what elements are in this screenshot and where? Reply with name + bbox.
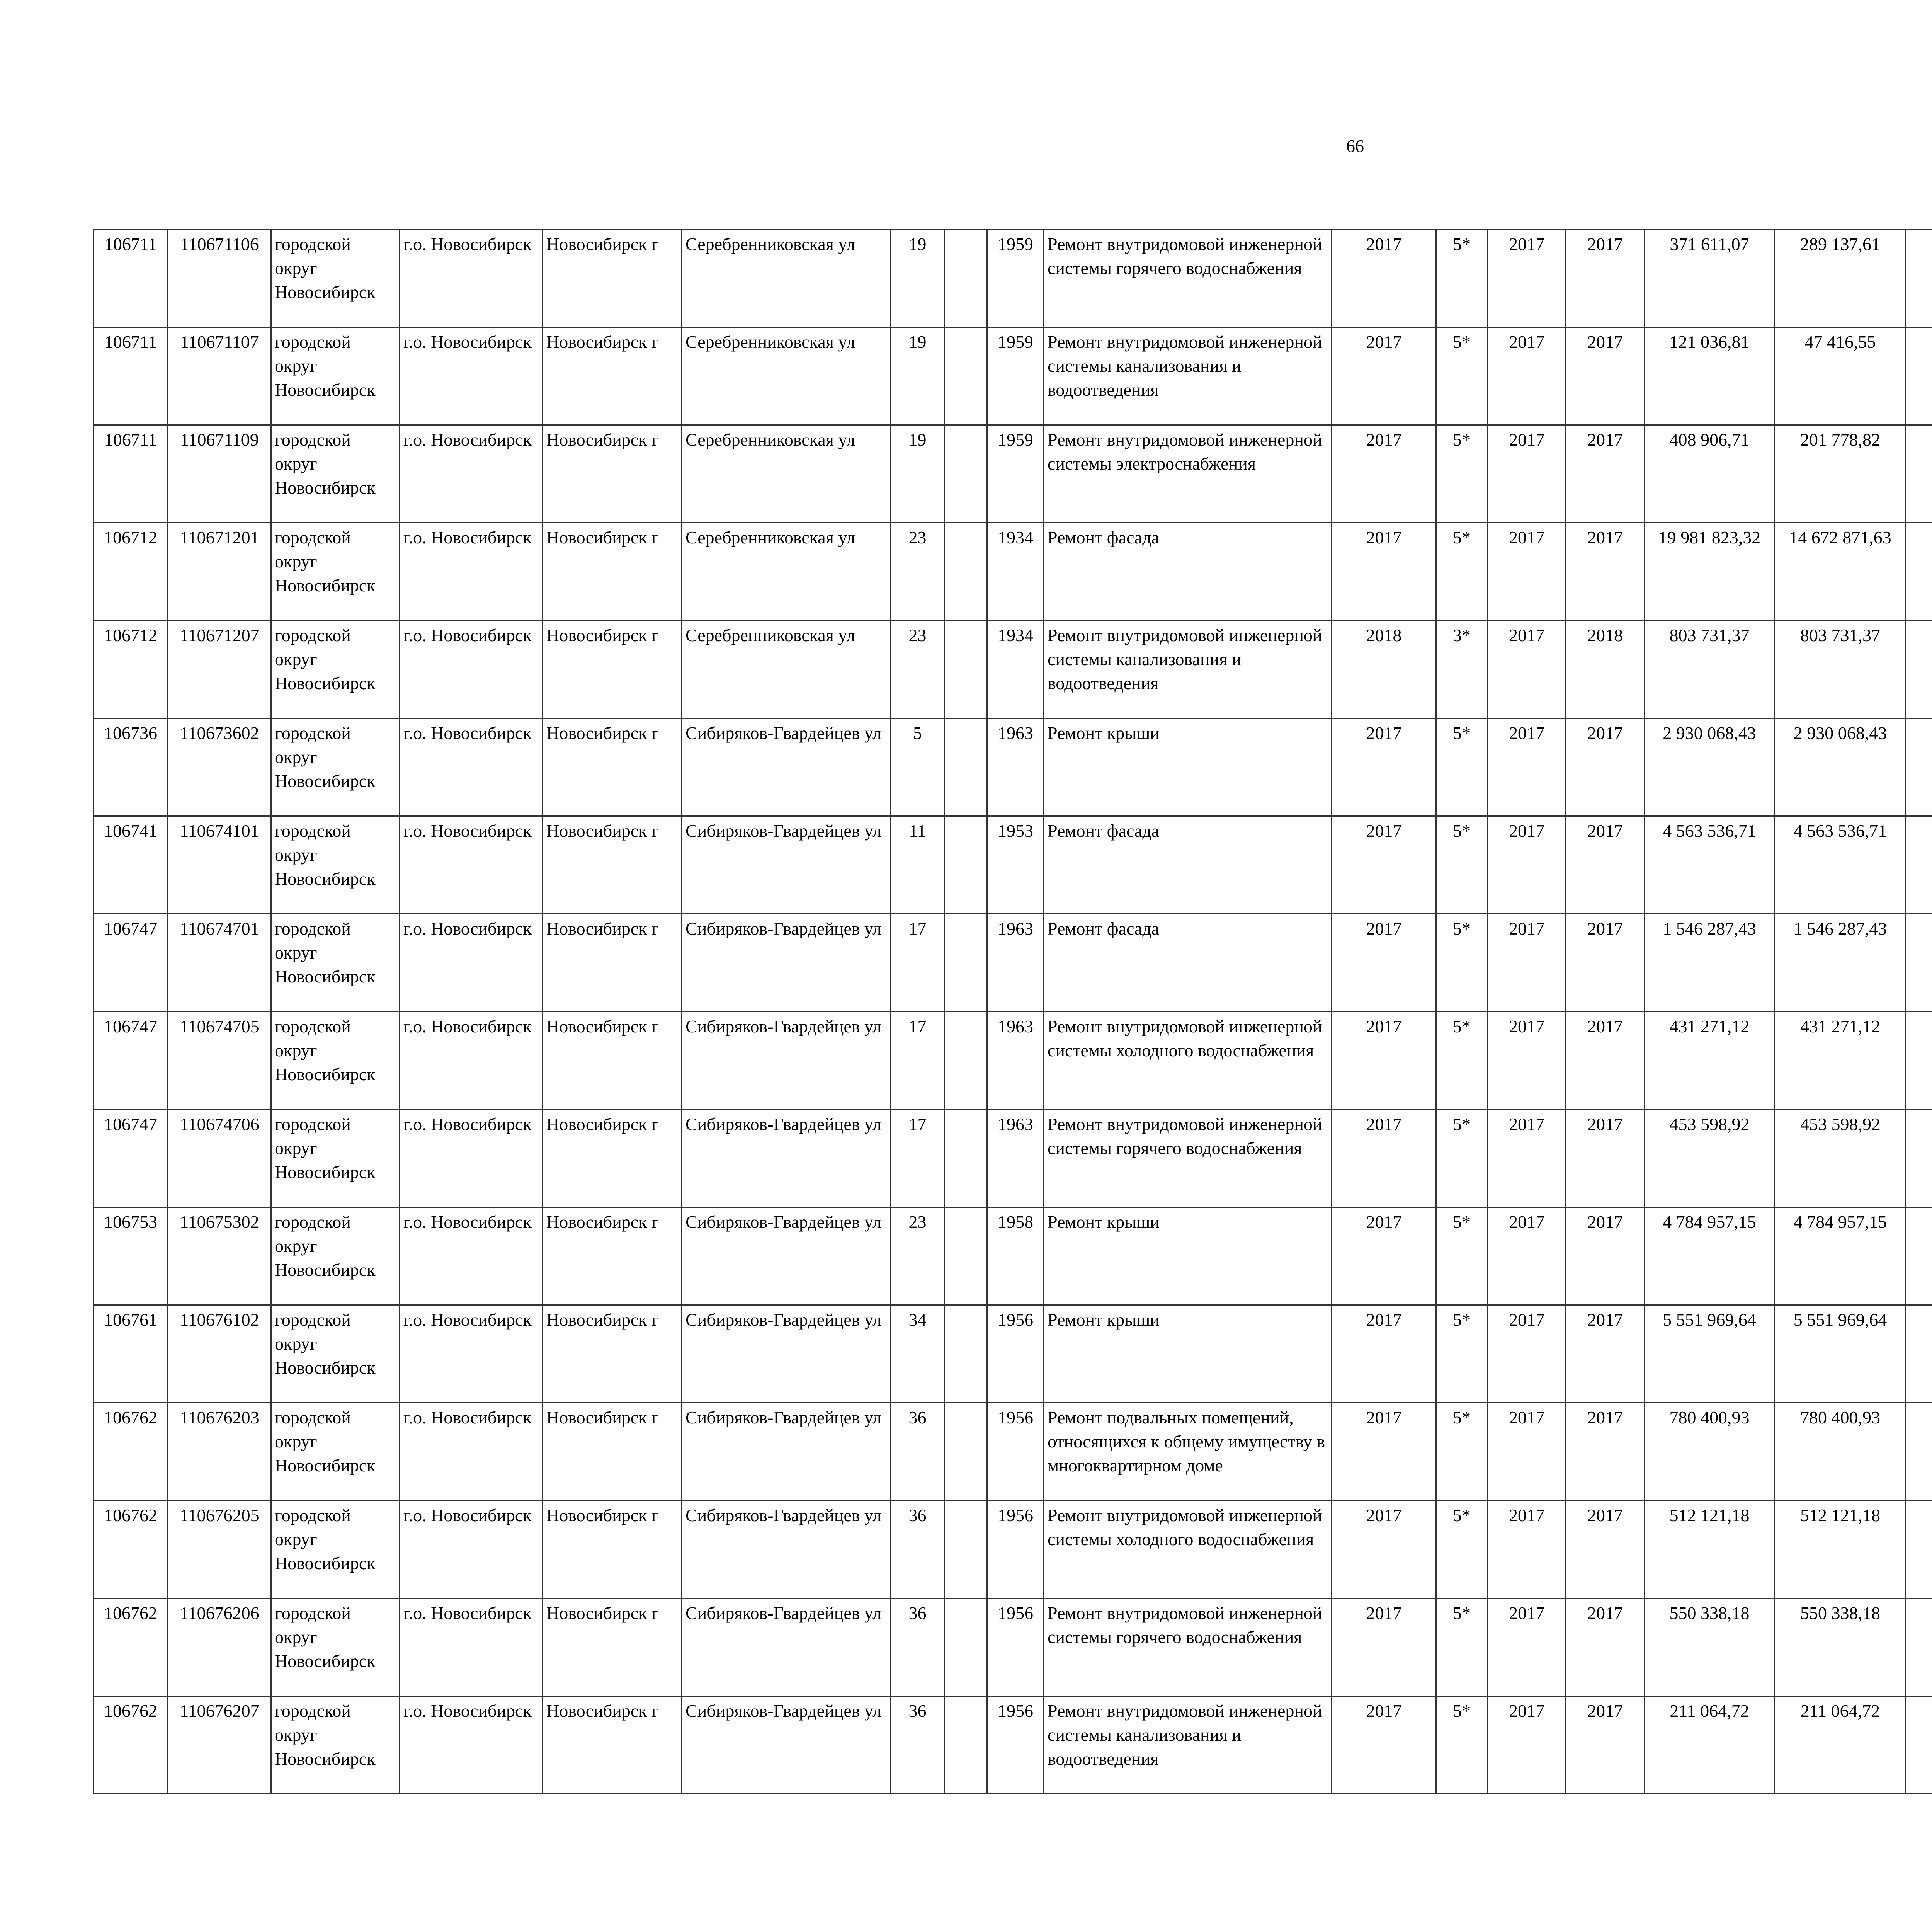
plan-year-cell: 2017 (1332, 425, 1436, 523)
house-number-cell: 36 (891, 1599, 945, 1696)
municipality-cell: городской округ Новосибирск (271, 523, 400, 621)
category-cell: 5* (1436, 425, 1488, 523)
fund-cost-cell: 5 551 969,64 (1775, 1305, 1906, 1403)
house-number-cell: 36 (891, 1403, 945, 1501)
house-id-cell: 106747 (94, 1110, 168, 1207)
fund-cost-cell: 431 271,12 (1775, 1012, 1906, 1110)
street-cell: Сибиряков-Гвардейцев ул (682, 1207, 891, 1305)
total-cost-cell: 211 064,72 (1645, 1696, 1775, 1794)
table-row (94, 816, 1932, 914)
house-id-cell: 106741 (94, 816, 168, 914)
table-row (94, 1403, 1932, 1501)
total-cost-cell: 550 338,18 (1645, 1599, 1775, 1696)
start-year-cell: 2017 (1488, 816, 1566, 914)
start-year-cell: 2017 (1488, 523, 1566, 621)
plan-year-cell: 2017 (1332, 1501, 1436, 1599)
plan-year-cell: 2017 (1332, 230, 1436, 327)
city-cell: Новосибирск г (543, 327, 682, 425)
work-id-cell: 110671106 (168, 230, 271, 327)
table-row (94, 1501, 1932, 1599)
street-cell: Сибиряков-Гвардейцев ул (682, 1403, 891, 1501)
plan-year-cell: 2017 (1332, 1599, 1436, 1696)
settlement-cell: г.о. Новосибирск (400, 523, 543, 621)
street-cell: Серебренниковская ул (682, 425, 891, 523)
total-cost-cell: 4 784 957,15 (1645, 1207, 1775, 1305)
municipality-cell: городской округ Новосибирск (271, 1403, 400, 1501)
house-id-cell: 106753 (94, 1207, 168, 1305)
municipality-cell: городской округ Новосибирск (271, 327, 400, 425)
street-cell: Сибиряков-Гвардейцев ул (682, 914, 891, 1012)
work-id-cell: 110675302 (168, 1207, 271, 1305)
municipality-cell: городской округ Новосибирск (271, 1501, 400, 1599)
work-type-cell: Ремонт внутридомовой инженерной системы канализования и водоотведения (1044, 1696, 1332, 1794)
house-number-cell: 5 (891, 718, 945, 816)
building-cell (945, 1501, 987, 1599)
municipality-cell: городской округ Новосибирск (271, 816, 400, 914)
cost-cell-3 (1906, 1207, 1932, 1305)
category-cell: 5* (1436, 1110, 1488, 1207)
house-number-cell: 17 (891, 1110, 945, 1207)
work-id-cell: 110671107 (168, 327, 271, 425)
cost-cell-3 (1906, 1501, 1932, 1599)
settlement-cell: г.о. Новосибирск (400, 914, 543, 1012)
category-cell: 5* (1436, 914, 1488, 1012)
street-cell: Сибиряков-Гвардейцев ул (682, 1696, 891, 1794)
end-year-cell: 2017 (1566, 425, 1645, 523)
cost-cell-3 (1906, 425, 1932, 523)
category-cell: 5* (1436, 1207, 1488, 1305)
house-id-cell: 106761 (94, 1305, 168, 1403)
work-id-cell: 110676203 (168, 1403, 271, 1501)
cost-cell-3 (1906, 523, 1932, 621)
settlement-cell: г.о. Новосибирск (400, 1696, 543, 1794)
city-cell: Новосибирск г (543, 816, 682, 914)
house-id-cell: 106712 (94, 523, 168, 621)
house-id-cell: 106747 (94, 914, 168, 1012)
municipality-cell: городской округ Новосибирск (271, 1599, 400, 1696)
work-type-cell: Ремонт внутридомовой инженерной системы канализования и водоотведения (1044, 621, 1332, 718)
building-cell (945, 523, 987, 621)
municipality-cell: городской округ Новосибирск (271, 1110, 400, 1207)
municipality-cell: городской округ Новосибирск (271, 425, 400, 523)
work-id-cell: 110671201 (168, 523, 271, 621)
fund-cost-cell: 1 546 287,43 (1775, 914, 1906, 1012)
settlement-cell: г.о. Новосибирск (400, 1207, 543, 1305)
house-id-cell: 106711 (94, 230, 168, 327)
total-cost-cell: 2 930 068,43 (1645, 718, 1775, 816)
street-cell: Серебренниковская ул (682, 523, 891, 621)
total-cost-cell: 19 981 823,32 (1645, 523, 1775, 621)
category-cell: 5* (1436, 1599, 1488, 1696)
work-id-cell: 110676207 (168, 1696, 271, 1794)
work-type-cell: Ремонт внутридомовой инженерной системы горячего водоснабжения (1044, 230, 1332, 327)
work-id-cell: 110674705 (168, 1012, 271, 1110)
end-year-cell: 2017 (1566, 523, 1645, 621)
fund-cost-cell: 4 784 957,15 (1775, 1207, 1906, 1305)
house-id-cell: 106736 (94, 718, 168, 816)
work-type-cell: Ремонт фасада (1044, 914, 1332, 1012)
category-cell: 3* (1436, 621, 1488, 718)
work-type-cell: Ремонт внутридомовой инженерной системы канализования и водоотведения (1044, 327, 1332, 425)
house-id-cell: 106762 (94, 1599, 168, 1696)
street-cell: Серебренниковская ул (682, 230, 891, 327)
year-built-cell: 1956 (987, 1696, 1044, 1794)
start-year-cell: 2017 (1488, 1501, 1566, 1599)
total-cost-cell: 780 400,93 (1645, 1403, 1775, 1501)
building-cell (945, 1403, 987, 1501)
fund-cost-cell: 14 672 871,63 (1775, 523, 1906, 621)
house-number-cell: 23 (891, 1207, 945, 1305)
work-id-cell: 110676206 (168, 1599, 271, 1696)
municipality-cell: городской округ Новосибирск (271, 621, 400, 718)
cost-cell-3 (1906, 230, 1932, 327)
year-built-cell: 1963 (987, 1110, 1044, 1207)
work-type-cell: Ремонт подвальных помещений, относящихся к общему имуществу в многоквартирном доме (1044, 1403, 1332, 1501)
category-cell: 5* (1436, 1012, 1488, 1110)
building-cell (945, 1012, 987, 1110)
settlement-cell: г.о. Новосибирск (400, 1599, 543, 1696)
municipality-cell: городской округ Новосибирск (271, 1305, 400, 1403)
year-built-cell: 1956 (987, 1305, 1044, 1403)
year-built-cell: 1956 (987, 1403, 1044, 1501)
end-year-cell: 2017 (1566, 1012, 1645, 1110)
plan-year-cell: 2017 (1332, 1305, 1436, 1403)
category-cell: 5* (1436, 1696, 1488, 1794)
street-cell: Сибиряков-Гвардейцев ул (682, 1012, 891, 1110)
house-number-cell: 23 (891, 523, 945, 621)
cost-cell-3 (1906, 816, 1932, 914)
building-cell (945, 718, 987, 816)
work-type-cell: Ремонт фасада (1044, 816, 1332, 914)
end-year-cell: 2017 (1566, 914, 1645, 1012)
street-cell: Серебренниковская ул (682, 327, 891, 425)
settlement-cell: г.о. Новосибирск (400, 1403, 543, 1501)
street-cell: Сибиряков-Гвардейцев ул (682, 1599, 891, 1696)
fund-cost-cell: 4 563 536,71 (1775, 816, 1906, 914)
building-cell (945, 1599, 987, 1696)
year-built-cell: 1963 (987, 914, 1044, 1012)
end-year-cell: 2017 (1566, 1696, 1645, 1794)
table-row (94, 621, 1932, 718)
end-year-cell: 2017 (1566, 1110, 1645, 1207)
start-year-cell: 2017 (1488, 621, 1566, 718)
settlement-cell: г.о. Новосибирск (400, 1305, 543, 1403)
building-cell (945, 1110, 987, 1207)
category-cell: 5* (1436, 1403, 1488, 1501)
table-row (94, 1110, 1932, 1207)
work-type-cell: Ремонт крыши (1044, 1207, 1332, 1305)
start-year-cell: 2017 (1488, 1305, 1566, 1403)
house-id-cell: 106711 (94, 327, 168, 425)
street-cell: Сибиряков-Гвардейцев ул (682, 1305, 891, 1403)
plan-year-cell: 2017 (1332, 327, 1436, 425)
work-type-cell: Ремонт фасада (1044, 523, 1332, 621)
total-cost-cell: 121 036,81 (1645, 327, 1775, 425)
city-cell: Новосибирск г (543, 1403, 682, 1501)
fund-cost-cell: 2 930 068,43 (1775, 718, 1906, 816)
fund-cost-cell: 803 731,37 (1775, 621, 1906, 718)
work-id-cell: 110674706 (168, 1110, 271, 1207)
total-cost-cell: 5 551 969,64 (1645, 1305, 1775, 1403)
house-number-cell: 17 (891, 1012, 945, 1110)
house-id-cell: 106711 (94, 425, 168, 523)
page-number: 66 (1346, 136, 1364, 156)
year-built-cell: 1934 (987, 523, 1044, 621)
plan-year-cell: 2017 (1332, 523, 1436, 621)
start-year-cell: 2017 (1488, 1207, 1566, 1305)
fund-cost-cell: 47 416,55 (1775, 327, 1906, 425)
year-built-cell: 1934 (987, 621, 1044, 718)
start-year-cell: 2017 (1488, 718, 1566, 816)
house-number-cell: 19 (891, 425, 945, 523)
year-built-cell: 1959 (987, 230, 1044, 327)
cost-cell-3 (1906, 327, 1932, 425)
start-year-cell: 2017 (1488, 1403, 1566, 1501)
building-cell (945, 621, 987, 718)
cost-cell-3 (1906, 621, 1932, 718)
settlement-cell: г.о. Новосибирск (400, 327, 543, 425)
building-cell (945, 1207, 987, 1305)
plan-year-cell: 2017 (1332, 816, 1436, 914)
building-cell (945, 1696, 987, 1794)
end-year-cell: 2017 (1566, 1403, 1645, 1501)
municipality-cell: городской округ Новосибирск (271, 914, 400, 1012)
table-row (94, 1696, 1932, 1794)
table-row (94, 523, 1932, 621)
municipality-cell: городской округ Новосибирск (271, 230, 400, 327)
city-cell: Новосибирск г (543, 621, 682, 718)
end-year-cell: 2017 (1566, 816, 1645, 914)
end-year-cell: 2017 (1566, 1501, 1645, 1599)
municipality-cell: городской округ Новосибирск (271, 718, 400, 816)
fund-cost-cell: 453 598,92 (1775, 1110, 1906, 1207)
city-cell: Новосибирск г (543, 1305, 682, 1403)
house-id-cell: 106747 (94, 1012, 168, 1110)
settlement-cell: г.о. Новосибирск (400, 1110, 543, 1207)
municipality-cell: городской округ Новосибирск (271, 1207, 400, 1305)
house-number-cell: 19 (891, 230, 945, 327)
table-row (94, 425, 1932, 523)
building-cell (945, 425, 987, 523)
end-year-cell: 2017 (1566, 1599, 1645, 1696)
start-year-cell: 2017 (1488, 1696, 1566, 1794)
cost-cell-3 (1906, 718, 1932, 816)
work-type-cell: Ремонт внутридомовой инженерной системы горячего водоснабжения (1044, 1110, 1332, 1207)
total-cost-cell: 803 731,37 (1645, 621, 1775, 718)
year-built-cell: 1959 (987, 327, 1044, 425)
plan-year-cell: 2017 (1332, 1696, 1436, 1794)
year-built-cell: 1958 (987, 1207, 1044, 1305)
building-cell (945, 230, 987, 327)
city-cell: Новосибирск г (543, 718, 682, 816)
house-number-cell: 17 (891, 914, 945, 1012)
cost-cell-3 (1906, 1403, 1932, 1501)
settlement-cell: г.о. Новосибирск (400, 230, 543, 327)
year-built-cell: 1956 (987, 1501, 1044, 1599)
settlement-cell: г.о. Новосибирск (400, 718, 543, 816)
building-cell (945, 816, 987, 914)
work-id-cell: 110673602 (168, 718, 271, 816)
settlement-cell: г.о. Новосибирск (400, 1501, 543, 1599)
street-cell: Сибиряков-Гвардейцев ул (682, 816, 891, 914)
category-cell: 5* (1436, 718, 1488, 816)
house-id-cell: 106762 (94, 1403, 168, 1501)
capital-repair-table (93, 229, 1932, 1794)
year-built-cell: 1963 (987, 718, 1044, 816)
city-cell: Новосибирск г (543, 1012, 682, 1110)
category-cell: 5* (1436, 1305, 1488, 1403)
municipality-cell: городской округ Новосибирск (271, 1012, 400, 1110)
table-row (94, 1012, 1932, 1110)
work-type-cell: Ремонт внутридомовой инженерной системы электроснабжения (1044, 425, 1332, 523)
house-id-cell: 106712 (94, 621, 168, 718)
end-year-cell: 2017 (1566, 1207, 1645, 1305)
table-row (94, 327, 1932, 425)
end-year-cell: 2017 (1566, 1305, 1645, 1403)
street-cell: Сибиряков-Гвардейцев ул (682, 718, 891, 816)
settlement-cell: г.о. Новосибирск (400, 621, 543, 718)
total-cost-cell: 453 598,92 (1645, 1110, 1775, 1207)
plan-year-cell: 2018 (1332, 621, 1436, 718)
start-year-cell: 2017 (1488, 425, 1566, 523)
fund-cost-cell: 211 064,72 (1775, 1696, 1906, 1794)
category-cell: 5* (1436, 327, 1488, 425)
city-cell: Новосибирск г (543, 230, 682, 327)
start-year-cell: 2017 (1488, 1110, 1566, 1207)
work-type-cell: Ремонт внутридомовой инженерной системы горячего водоснабжения (1044, 1599, 1332, 1696)
fund-cost-cell: 780 400,93 (1775, 1403, 1906, 1501)
end-year-cell: 2017 (1566, 327, 1645, 425)
fund-cost-cell: 289 137,61 (1775, 230, 1906, 327)
building-cell (945, 327, 987, 425)
fund-cost-cell: 512 121,18 (1775, 1501, 1906, 1599)
settlement-cell: г.о. Новосибирск (400, 816, 543, 914)
total-cost-cell: 512 121,18 (1645, 1501, 1775, 1599)
cost-cell-3 (1906, 1305, 1932, 1403)
table-row (94, 718, 1932, 816)
street-cell: Сибиряков-Гвардейцев ул (682, 1501, 891, 1599)
table-row (94, 230, 1932, 327)
street-cell: Серебренниковская ул (682, 621, 891, 718)
city-cell: Новосибирск г (543, 1599, 682, 1696)
work-id-cell: 110676102 (168, 1305, 271, 1403)
total-cost-cell: 1 546 287,43 (1645, 914, 1775, 1012)
city-cell: Новосибирск г (543, 1207, 682, 1305)
category-cell: 5* (1436, 816, 1488, 914)
city-cell: Новосибирск г (543, 914, 682, 1012)
total-cost-cell: 371 611,07 (1645, 230, 1775, 327)
end-year-cell: 2017 (1566, 230, 1645, 327)
year-built-cell: 1959 (987, 425, 1044, 523)
house-number-cell: 34 (891, 1305, 945, 1403)
work-type-cell: Ремонт крыши (1044, 718, 1332, 816)
year-built-cell: 1956 (987, 1599, 1044, 1696)
total-cost-cell: 408 906,71 (1645, 425, 1775, 523)
work-id-cell: 110676205 (168, 1501, 271, 1599)
plan-year-cell: 2017 (1332, 914, 1436, 1012)
plan-year-cell: 2017 (1332, 1403, 1436, 1501)
start-year-cell: 2017 (1488, 327, 1566, 425)
start-year-cell: 2017 (1488, 1599, 1566, 1696)
fund-cost-cell: 550 338,18 (1775, 1599, 1906, 1696)
city-cell: Новосибирск г (543, 425, 682, 523)
table-row (94, 914, 1932, 1012)
building-cell (945, 1305, 987, 1403)
cost-cell-3 (1906, 1110, 1932, 1207)
total-cost-cell: 431 271,12 (1645, 1012, 1775, 1110)
settlement-cell: г.о. Новосибирск (400, 425, 543, 523)
plan-year-cell: 2017 (1332, 718, 1436, 816)
city-cell: Новосибирск г (543, 1501, 682, 1599)
plan-year-cell: 2017 (1332, 1110, 1436, 1207)
fund-cost-cell: 201 778,82 (1775, 425, 1906, 523)
end-year-cell: 2018 (1566, 621, 1645, 718)
municipality-cell: городской округ Новосибирск (271, 1696, 400, 1794)
work-id-cell: 110671207 (168, 621, 271, 718)
work-id-cell: 110674101 (168, 816, 271, 914)
house-number-cell: 19 (891, 327, 945, 425)
category-cell: 5* (1436, 523, 1488, 621)
cost-cell-3 (1906, 1696, 1932, 1794)
cost-cell-3 (1906, 1599, 1932, 1696)
house-number-cell: 11 (891, 816, 945, 914)
cost-cell-3 (1906, 914, 1932, 1012)
house-number-cell: 36 (891, 1696, 945, 1794)
table-row (94, 1599, 1932, 1696)
start-year-cell: 2017 (1488, 1012, 1566, 1110)
work-type-cell: Ремонт внутридомовой инженерной системы холодного водоснабжения (1044, 1012, 1332, 1110)
work-type-cell: Ремонт крыши (1044, 1305, 1332, 1403)
house-number-cell: 36 (891, 1501, 945, 1599)
house-number-cell: 23 (891, 621, 945, 718)
city-cell: Новосибирск г (543, 1110, 682, 1207)
start-year-cell: 2017 (1488, 914, 1566, 1012)
house-id-cell: 106762 (94, 1501, 168, 1599)
city-cell: Новосибирск г (543, 523, 682, 621)
plan-year-cell: 2017 (1332, 1207, 1436, 1305)
work-id-cell: 110674701 (168, 914, 271, 1012)
settlement-cell: г.о. Новосибирск (400, 1012, 543, 1110)
year-built-cell: 1963 (987, 1012, 1044, 1110)
plan-year-cell: 2017 (1332, 1012, 1436, 1110)
end-year-cell: 2017 (1566, 718, 1645, 816)
work-type-cell: Ремонт внутридомовой инженерной системы холодного водоснабжения (1044, 1501, 1332, 1599)
street-cell: Сибиряков-Гвардейцев ул (682, 1110, 891, 1207)
building-cell (945, 914, 987, 1012)
cost-cell-3 (1906, 1012, 1932, 1110)
table-row (94, 1207, 1932, 1305)
work-id-cell: 110671109 (168, 425, 271, 523)
start-year-cell: 2017 (1488, 230, 1566, 327)
total-cost-cell: 4 563 536,71 (1645, 816, 1775, 914)
category-cell: 5* (1436, 230, 1488, 327)
house-id-cell: 106762 (94, 1696, 168, 1794)
table-row (94, 1305, 1932, 1403)
city-cell: Новосибирск г (543, 1696, 682, 1794)
year-built-cell: 1953 (987, 816, 1044, 914)
category-cell: 5* (1436, 1501, 1488, 1599)
